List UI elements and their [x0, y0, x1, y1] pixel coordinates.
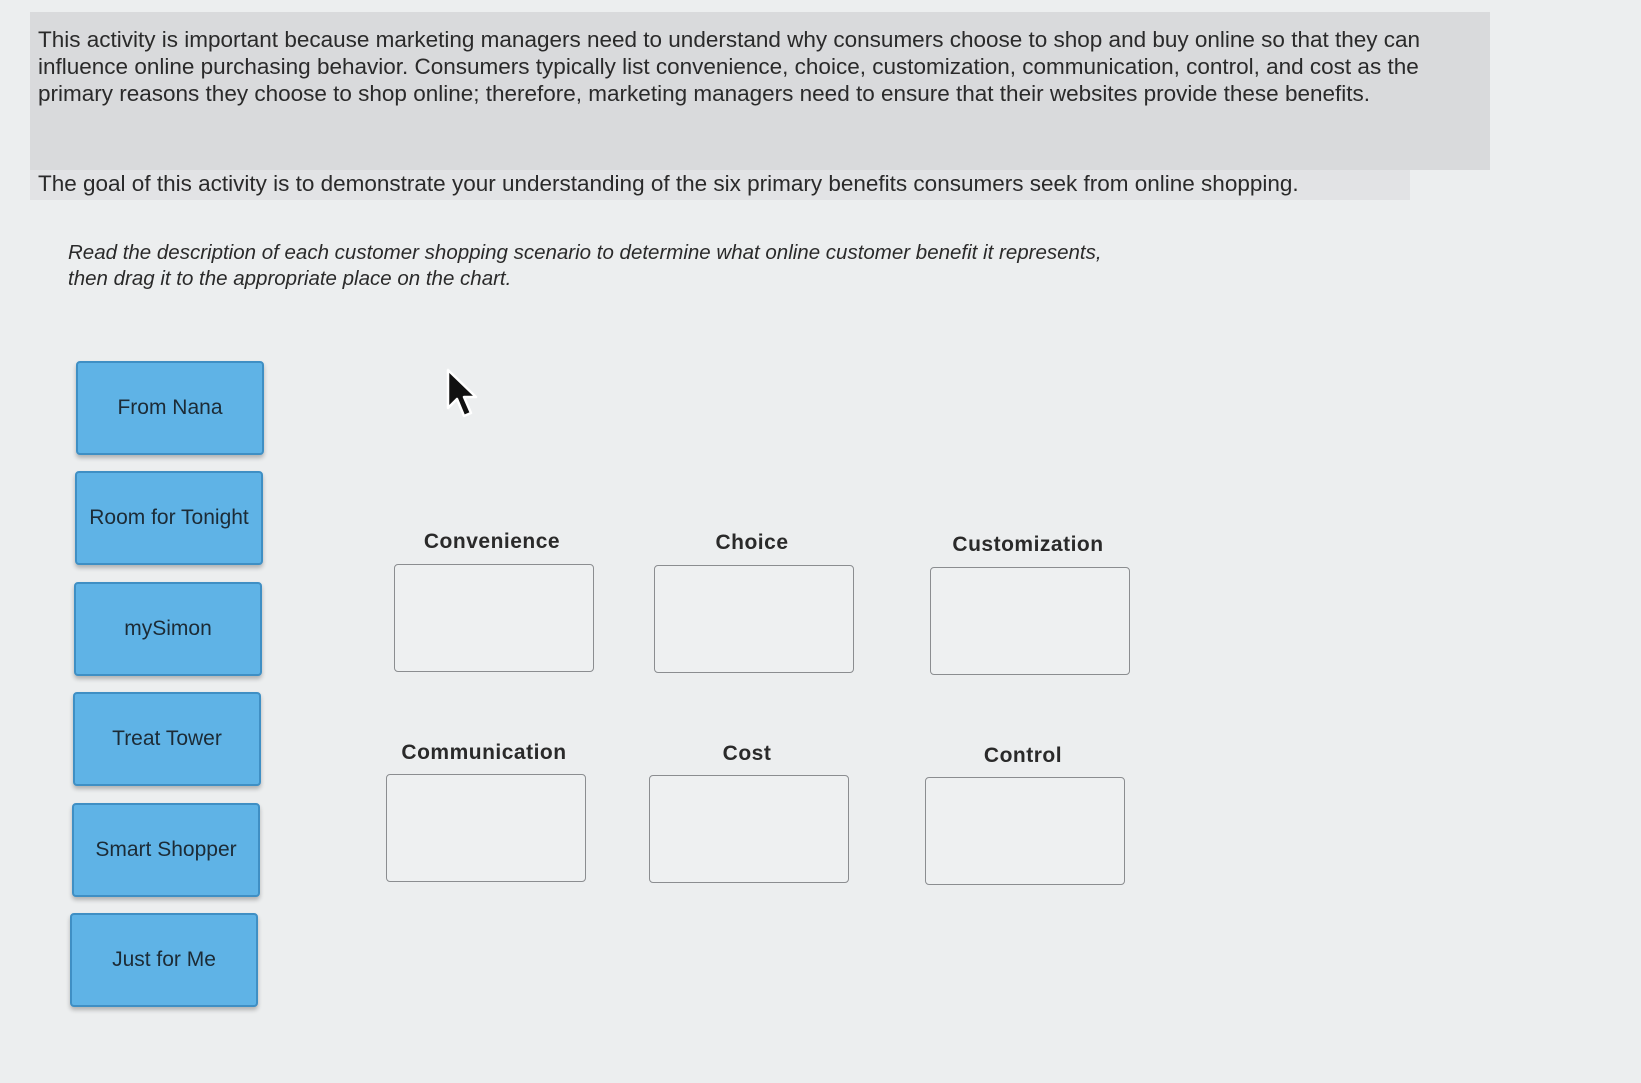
drag-tile-treat-tower[interactable]: Treat Tower: [73, 692, 261, 786]
zone-label-control: Control: [983, 744, 1063, 767]
drag-tile-just-for-me[interactable]: Just for Me: [70, 913, 258, 1007]
drag-tile-from-nana[interactable]: From Nana: [76, 361, 264, 455]
mouse-pointer-icon: [446, 368, 480, 420]
zone-label-communication: Communication: [401, 741, 567, 764]
drag-tile-mysimon[interactable]: mySimon: [74, 582, 262, 676]
intro-paragraph: This activity is important because marketing managers need to understand why consumers choose to shop and buy online so that they can influence online purchasing behavior. Consumers typically list convenience, choice, customization, communication, control, and cost as the primary reasons they choose to shop online; therefore, marketing managers need to ensure that their websites provide these benefits.: [38, 27, 1421, 106]
drag-tile-room-for-tonight[interactable]: Room for Tonight: [75, 471, 263, 565]
drop-zone-cost[interactable]: [649, 775, 849, 883]
zone-label-convenience: Convenience: [423, 530, 561, 553]
drop-zone-convenience[interactable]: [394, 564, 594, 672]
drop-zone-choice[interactable]: [654, 565, 854, 673]
drop-zone-communication[interactable]: [386, 774, 586, 882]
drag-tile-smart-shopper[interactable]: Smart Shopper: [72, 803, 260, 897]
instructions: Read the description of each customer shopping scenario to determine what online customer benefit it represents, then drag it to the appropriate place on the chart.: [68, 241, 1102, 290]
zone-label-choice: Choice: [715, 531, 789, 554]
drop-zone-customization[interactable]: [930, 567, 1130, 675]
drop-zone-control[interactable]: [925, 777, 1125, 885]
zone-label-customization: Customization: [952, 533, 1104, 556]
goal-statement: The goal of this activity is to demonstrate your understanding of the six primary benefits consumers seek from online shopping.: [38, 171, 1299, 196]
zone-label-cost: Cost: [722, 742, 772, 765]
